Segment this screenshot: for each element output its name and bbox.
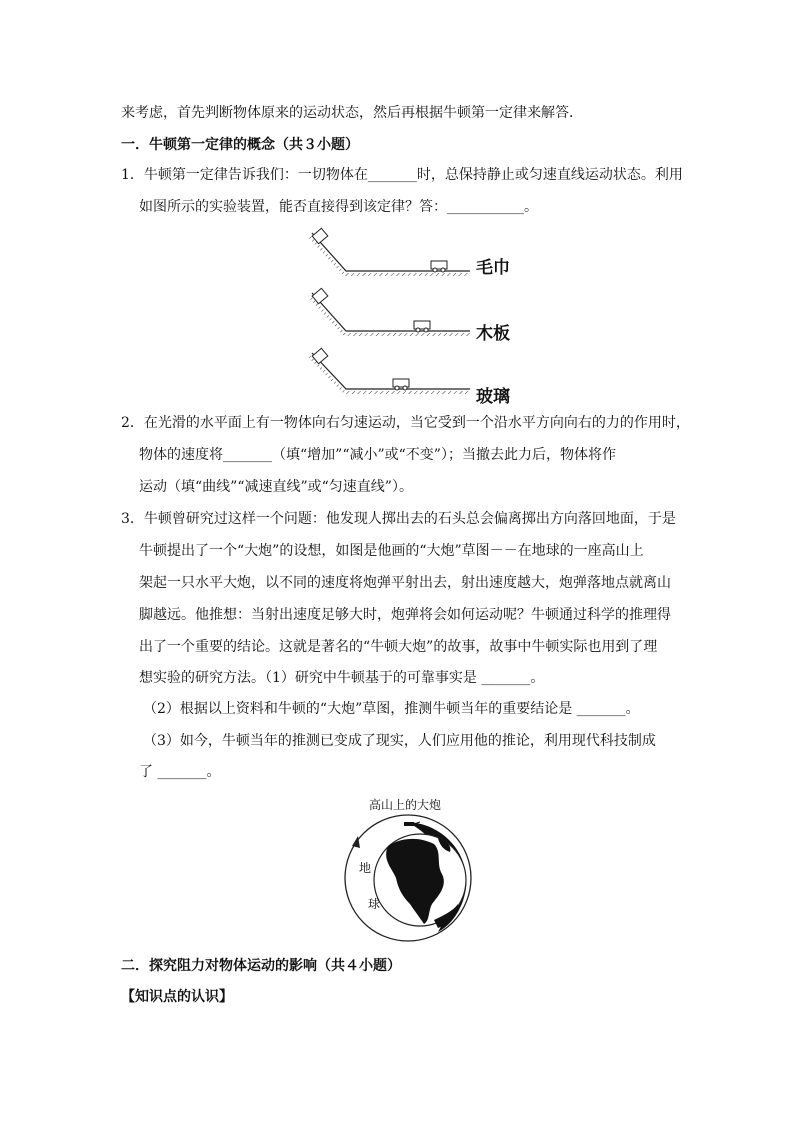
incline-figure xyxy=(300,225,500,395)
q1-line2: 如图所示的实验装置，能否直接得到该定律？答：___________。 xyxy=(139,199,538,215)
earth-char-2: 球 xyxy=(368,897,381,911)
earth-char-1: 地 xyxy=(359,861,372,875)
q2-line2: 物体的速度将_______（填“增加”“减小”或“不变”）；当撤去此力后，物体将作 xyxy=(139,447,616,463)
q3-line8: （3）如今，牛顿当年的推测已变成了现实，人们应用他的推论，利用现代科技制成 xyxy=(143,733,656,749)
q2-line1: 2．在光滑的水平面上有一物体向右匀速运动，当它受到一个沿水平方向向右的力的作用时， xyxy=(121,415,690,431)
label-board: 木板 xyxy=(476,324,510,344)
q3-line6: 想实验的研究方法。（1）研究中牛顿基于的可靠事实是 _______。 xyxy=(139,670,545,686)
q3-line9: 了 _______。 xyxy=(139,764,221,780)
newton-cannon-figure xyxy=(338,808,478,948)
label-glass: 玻璃 xyxy=(476,387,510,407)
intro-text: 来考虑，首先判断物体原来的运动状态，然后再根据牛顿第一定律来解答． xyxy=(121,105,583,121)
section2-heading: 二．探究阻力对物体运动的影响（共４小题） xyxy=(121,958,401,974)
q3-line3: 架起一只水平大炮，以不同的速度将炮弹平射出去，射出速度越大，炮弹落地点就离山 xyxy=(139,575,671,591)
section1-heading: 一．牛顿第一定律的概念（共３小题） xyxy=(121,137,359,153)
q3-line4: 脚越远。他推想：当射出速度足够大时，炮弹将会如何运动呢？牛顿通过科学的推理得 xyxy=(139,607,671,623)
q3-line2: 牛顿提出了一个“大炮”的设想，如图是他画的“大炮”草图－－在地球的一座高山上 xyxy=(139,543,644,559)
q1-line1: 1．牛顿第一定律告诉我们：一切物体在_______时，总保持静止或匀速直线运动状态。利用 xyxy=(121,167,683,183)
q3-line7: （2）根据以上资料和牛顿的“大炮”草图，推测牛顿当年的重要结论是 _______。 xyxy=(143,701,640,717)
q3-line5: 出了一个重要的结论。这就是著名的“牛顿大炮”的故事，故事中牛顿实际也用到了理 xyxy=(139,639,658,655)
q3-line1: 3．牛顿曾研究过这样一个问题：他发现人掷出去的石头总会偏离掷出方向落回地面，于是 xyxy=(121,511,676,527)
incline-panel-glass xyxy=(308,348,470,394)
knowledge-heading: 【知识点的认识】 xyxy=(121,989,233,1005)
incline-panel-towel xyxy=(308,228,470,276)
cannon-caption: 高山上的大炮 xyxy=(369,798,442,812)
incline-panel-board xyxy=(308,288,470,336)
q2-line3: 运动（填“曲线”“减速直线”或“匀速直线”）。 xyxy=(139,479,413,495)
label-towel: 毛巾 xyxy=(476,258,510,278)
